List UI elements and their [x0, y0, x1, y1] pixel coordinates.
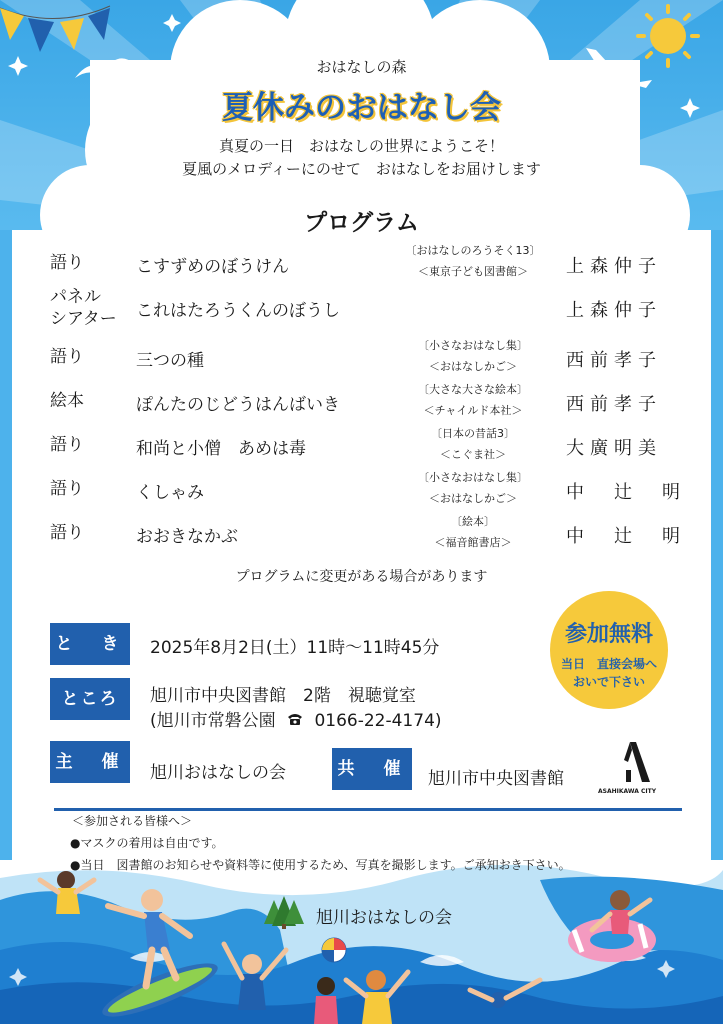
program-source: 〔小さなおはなし集〕 ＜おはなしかご＞ — [418, 471, 528, 505]
program-category: 語り — [50, 435, 84, 455]
intro-line-2: 夏風のメロディーにのせて おはなしをお届けします — [182, 160, 541, 178]
program-source: 〔おはなしのろうそく13〕 ＜東京子ども図書館＞ — [405, 244, 541, 278]
note-item: ●当日 図書館のお知らせや資料等に使用するため、写真を撮影します。ご承知おき下さい。 — [70, 858, 571, 872]
host-label: 主 催 — [50, 741, 130, 783]
asahikawa-city-logo — [610, 740, 650, 788]
divider — [54, 808, 682, 811]
program-category: パネル シアター — [50, 287, 117, 329]
program-performer: 西前孝子 — [566, 394, 662, 415]
program-category: 語り — [50, 479, 84, 499]
program-performer: 上森仲子 — [566, 256, 662, 277]
program-source: 〔大さな大さな絵本〕 ＜チャイルド本社＞ — [418, 383, 528, 417]
program-category: 語り — [50, 347, 84, 367]
free-admission-badge — [550, 591, 668, 709]
program-heading: プログラム — [304, 210, 419, 236]
program-title: 和尚と小僧 あめは毒 — [136, 439, 306, 459]
program-title: 三つの種 — [136, 351, 204, 371]
program-source: 〔小さなおはなし集〕 ＜おはなしかご＞ — [418, 339, 528, 373]
free-badge-main: 参加無料 — [564, 622, 653, 647]
where-line-2: (旭川市常磐公園 0166-22-4174) — [150, 711, 442, 731]
event-title: 夏休みのおはなし会 — [222, 90, 501, 126]
program-category: 語り — [50, 523, 84, 543]
program-performer: 中 辻 明 — [566, 482, 686, 503]
notes-heading: ＜参加される皆様へ＞ — [72, 814, 193, 828]
program-title: これはたろうくんのぼうし — [136, 301, 340, 321]
program-category: 絵本 — [50, 391, 84, 411]
program-performer: 西前孝子 — [566, 350, 662, 371]
program-title: こすずめのぼうけん — [136, 257, 290, 277]
program-performer: 中 辻 明 — [566, 526, 686, 547]
when-label: と き — [50, 623, 130, 665]
city-logo-text: ASAHIKAWA CITY — [598, 788, 657, 795]
phone-icon — [287, 711, 303, 731]
program-title: ぽんたのじどうはんばいき — [136, 395, 340, 415]
when-value: 2025年8月2日(土）11時〜11時45分 — [150, 638, 440, 658]
where-label: ところ — [50, 678, 130, 720]
organizer-top: おはなしの森 — [316, 58, 407, 76]
cohost-value: 旭川市中央図書館 — [428, 769, 564, 789]
footer-org-name: 旭川おはなしの会 — [316, 908, 452, 928]
free-badge-sub: 当日 直接会場へ おいで下さい — [560, 657, 657, 689]
note-item: ●マスクの着用は自由です。 — [70, 836, 224, 850]
program-source: 〔絵本〕 ＜福音館書店＞ — [434, 515, 512, 549]
program-category: 語り — [50, 253, 84, 273]
program-title: おおきなかぶ — [136, 527, 238, 547]
program-change-notice: プログラムに変更がある場合があります — [235, 569, 488, 585]
program-title: くしゃみ — [136, 483, 204, 503]
trees-icon — [262, 896, 306, 934]
host-value: 旭川おはなしの会 — [150, 763, 286, 783]
beach-ball-icon — [322, 938, 346, 962]
program-source: 〔日本の昔話3〕 ＜こぐま社＞ — [431, 427, 515, 461]
where-line-1: 旭川市中央図書館 2階 視聴覚室 — [150, 686, 416, 706]
program-performer: 大廣明美 — [566, 438, 662, 459]
intro-line-1: 真夏の一日 おはなしの世界にようこそ！ — [218, 137, 504, 155]
program-performer: 上森仲子 — [566, 300, 662, 321]
cohost-label: 共 催 — [332, 748, 412, 790]
